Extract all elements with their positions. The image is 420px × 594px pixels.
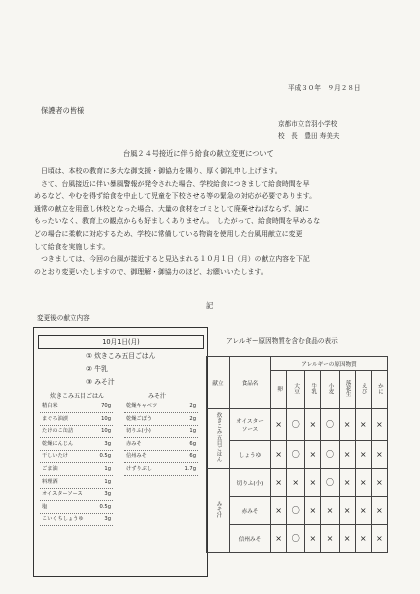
allergy-mark-cell: × xyxy=(355,525,371,553)
ingredient-qty: 1g xyxy=(189,428,196,435)
ingredient-row xyxy=(40,426,113,438)
allergy-mark-cell: × xyxy=(355,441,371,469)
ingredient-name: 干しいたけ xyxy=(42,453,68,460)
ingredient-qty: 6g xyxy=(189,453,196,460)
ingredient-name: 信州みそ xyxy=(126,453,147,460)
ingredient-qty: 3g xyxy=(104,491,111,498)
ingredient-row xyxy=(124,426,198,438)
principal-name: 校 長 豊田 寿美夫 xyxy=(278,132,340,140)
allergen-header: かに xyxy=(371,371,387,409)
body-line: のとおり変更いたしますので、御理解・御協力のほど、お願いいたします。 xyxy=(34,267,268,276)
ingredient-row xyxy=(124,401,198,413)
allergen-header: 牛乳 xyxy=(305,371,321,409)
ingredient-qty: 10g xyxy=(101,415,111,422)
ingredient-qty: 3g xyxy=(104,516,111,523)
body-line: 通常の献立を用意し休校となった場合、大量の食材をゴミとして廃棄せねばならず、誠に xyxy=(34,204,310,213)
allergy-row xyxy=(207,525,388,553)
ingredient-row xyxy=(40,414,113,426)
allergy-mark-cell: × xyxy=(305,497,321,525)
allergy-header-menu: 献立 xyxy=(207,357,230,409)
ingredient-row xyxy=(124,464,198,476)
allergy-mark-cell: × xyxy=(355,469,371,497)
allergy-mark-cell: × xyxy=(305,409,321,441)
allergy-row xyxy=(207,409,388,441)
body-line: どの場合に柔軟に対応するため、学校に常備している物資を使用した台風用献立に変更 xyxy=(34,230,303,238)
ingredient-qty: 0.5g xyxy=(99,503,111,510)
issue-date: 平成３０年 ９月２８日 xyxy=(288,84,361,92)
ingredient-row xyxy=(40,401,113,413)
allergy-mark-cell: 〇 xyxy=(321,409,339,441)
allergy-mark-cell: × xyxy=(371,497,387,525)
allergen-header: 小麦 xyxy=(321,371,339,409)
ingredient-qty: 3g xyxy=(104,440,111,447)
allergy-mark-cell: 〇 xyxy=(287,497,305,525)
allergy-mark-cell: 〇 xyxy=(287,441,305,469)
ingredient-title-soup: みそ汁 xyxy=(148,393,167,400)
allergy-mark-cell: × xyxy=(339,497,355,525)
allergy-mark-cell: × xyxy=(305,441,321,469)
recipient: 保護者の皆様 xyxy=(41,106,85,115)
allergy-mark-cell: × xyxy=(355,497,371,525)
ingredient-name: 赤みそ xyxy=(126,440,142,447)
ingredient-name: 乾燥にんじん xyxy=(42,440,74,447)
body-line: して給食を実施します。 xyxy=(34,242,110,251)
menu-label: 変更後の献立内容 xyxy=(37,314,90,322)
allergy-food-cell: 信州みそ xyxy=(230,525,271,553)
allergen-header: 落花生 xyxy=(339,371,355,409)
ingredient-row xyxy=(40,514,113,526)
allergy-row xyxy=(207,469,388,497)
body-line: 日頃は、本校の教育に多大な御支援・御協力を賜り、厚く御礼申し上げます。 xyxy=(41,167,282,175)
ingredient-qty: 6g xyxy=(189,440,196,447)
school-name: 京都市立音羽小学校 xyxy=(278,120,338,128)
allergy-food-cell: しょうゆ xyxy=(230,441,271,469)
body-line: もったいなく、教育上の観点からも好ましくありません。 したがって、給食時間を早めるな xyxy=(34,217,321,226)
allergy-mark-cell: × xyxy=(371,525,387,553)
allergy-mark-cell: × xyxy=(271,525,287,553)
ingredient-qty: 2g xyxy=(189,403,196,409)
ingredient-name: 精白米 xyxy=(42,403,58,409)
ingredient-name: たけのこ缶詰 xyxy=(42,428,74,435)
ingredient-qty: 10g xyxy=(101,428,111,435)
allergy-mark-cell: 〇 xyxy=(321,469,339,497)
allergy-mark-cell: × xyxy=(321,497,339,525)
ingredient-row xyxy=(40,502,113,514)
dish-3: ③ みそ汁 xyxy=(86,378,115,386)
menu-day: 10月1日(月) xyxy=(38,335,204,349)
dish-1: ① 炊きこみ五目ごはん xyxy=(86,352,156,360)
ingredient-row xyxy=(40,451,113,463)
ingredient-qty: 0.5g xyxy=(99,453,111,460)
ingredient-name: 料理酒 xyxy=(42,478,58,485)
allergy-mark-cell: × xyxy=(271,409,287,441)
allergy-row xyxy=(207,441,388,469)
allergy-mark-cell: × xyxy=(371,409,387,441)
allergen-header: 大豆 xyxy=(287,371,305,409)
ingredient-qty: 2g xyxy=(189,415,196,422)
ingredient-row xyxy=(124,451,198,463)
allergy-menu-cell: みそ汁 xyxy=(207,469,230,553)
allergy-header-group: アレルギーの原因物質 xyxy=(271,357,388,371)
allergy-table-body xyxy=(207,409,388,553)
ingredient-name: 切りふ(小) xyxy=(126,428,151,435)
allergy-mark-cell: × xyxy=(305,525,321,553)
allergy-header-food: 食品名 xyxy=(230,357,271,409)
ingredient-name: オイスターソース xyxy=(42,491,83,498)
allergy-food-cell: 切りふ(小) xyxy=(230,469,271,497)
body-line: さて、台風接近に伴い暴風警報が発令された場合、学校給食につきまして給食時間を早 xyxy=(41,179,310,188)
body-line: めるなど、やむを得ず給食を中止して児童を下校させる等の緊急の対応が必要であります。 xyxy=(34,192,316,201)
ingredient-name: まぐろ油漬 xyxy=(42,415,68,422)
allergy-mark-cell: × xyxy=(339,525,355,553)
allergen-header: 卵 xyxy=(271,371,287,409)
ingredient-qty: 70g xyxy=(101,403,111,409)
ingredient-row xyxy=(40,489,113,501)
allergy-food-cell: 赤みそ xyxy=(230,497,271,525)
allergy-label: アレルギー原因物質を含む食品の表示 xyxy=(226,337,338,345)
allergy-mark-cell: 〇 xyxy=(287,525,305,553)
allergy-mark-cell: × xyxy=(321,525,339,553)
allergy-mark-cell: 〇 xyxy=(287,409,305,441)
ingredient-name: けずりぶし xyxy=(126,466,152,472)
allergy-table xyxy=(206,356,388,553)
ingredient-qty: 1g xyxy=(104,466,111,472)
allergy-mark-cell: × xyxy=(287,469,305,497)
allergy-mark-cell: × xyxy=(339,409,355,441)
ingredient-name: 乾燥ごぼう xyxy=(126,415,152,422)
ingredient-qty: 1.7g xyxy=(184,466,196,472)
ingredient-name: ごま油 xyxy=(42,466,58,472)
allergy-row xyxy=(207,497,388,525)
ingredient-name: 塩 xyxy=(42,503,48,510)
ingredient-name: 乾燥キャベツ xyxy=(126,403,158,409)
ingredient-title-rice: 炊きこみ五目ごはん xyxy=(50,393,105,400)
allergy-food-cell: オイスター ソース xyxy=(230,409,271,441)
allergy-mark-cell: × xyxy=(339,469,355,497)
ingredient-qty: 1g xyxy=(104,478,111,485)
document-subject: 台風２４号接近に伴う給食の献立変更について xyxy=(123,149,274,158)
allergy-mark-cell: × xyxy=(371,469,387,497)
ingredient-row xyxy=(40,477,113,489)
allergy-menu-cell: 炊きこみ五目ごはん xyxy=(207,409,230,469)
allergy-mark-cell: × xyxy=(371,441,387,469)
allergy-mark-cell: × xyxy=(271,441,287,469)
allergen-header: えび xyxy=(355,371,371,409)
ingredient-row xyxy=(124,439,198,451)
allergy-mark-cell: × xyxy=(355,409,371,441)
allergy-mark-cell: × xyxy=(305,469,321,497)
body-line: つきましては、今回の台風が接近すると見込まれる１０月１日（月）の献立内容を下記 xyxy=(41,255,310,264)
ki-mark: 記 xyxy=(206,301,214,310)
allergy-mark-cell: × xyxy=(271,469,287,497)
allergy-mark-cell: 〇 xyxy=(321,441,339,469)
ingredient-name: こいくちしょうゆ xyxy=(42,516,84,523)
dish-2: ② 牛乳 xyxy=(86,365,108,373)
allergy-mark-cell: × xyxy=(339,441,355,469)
ingredient-row xyxy=(124,414,198,426)
allergy-mark-cell: × xyxy=(271,497,287,525)
ingredient-row xyxy=(40,439,113,451)
ingredient-row xyxy=(40,464,113,476)
